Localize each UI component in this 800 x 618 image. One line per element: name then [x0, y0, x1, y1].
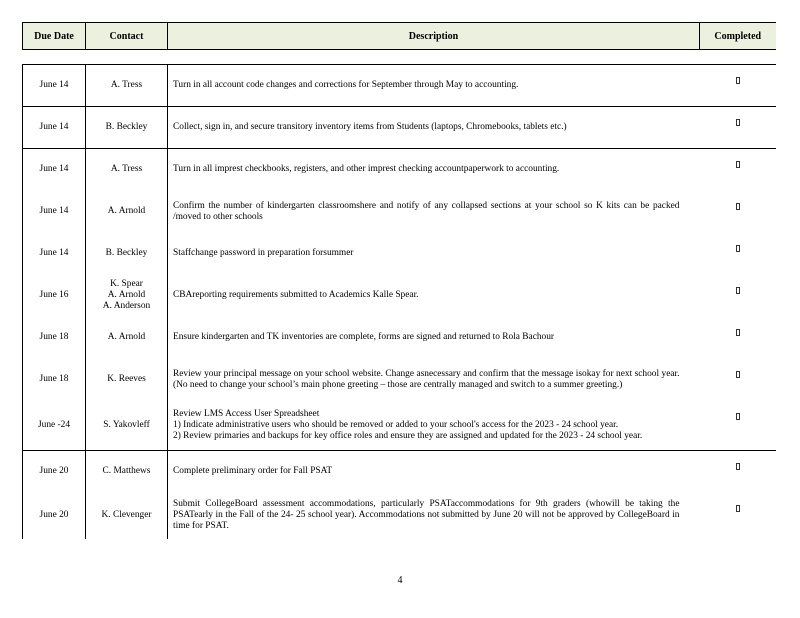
- description-cell: [168, 451, 700, 493]
- checkbox-icon[interactable]: [736, 371, 740, 378]
- due-date-cell: June 14: [23, 65, 86, 107]
- contact-cell: [86, 275, 168, 317]
- description-text: Review your principal message on your school website. Change asnecessary and confirm that the message isokay for next school year. (No need to change your school’s main phone greeting – those are centrally managed and switch to a summer greeting.): [173, 368, 680, 390]
- checkbox-icon[interactable]: [736, 287, 740, 294]
- due-date-cell: June 20: [23, 451, 86, 493]
- page-number: 4: [397, 575, 403, 586]
- due-date-cell: June 14: [23, 191, 86, 233]
- completed-cell: [700, 359, 776, 401]
- description-cell: [168, 401, 700, 451]
- table-row: [23, 451, 776, 493]
- table-row: [23, 65, 776, 107]
- table-row: [23, 191, 776, 233]
- contact-name: A. Anderson: [102, 301, 151, 311]
- contact-name: K. Reeves: [107, 374, 146, 384]
- table-row: [23, 107, 776, 149]
- completed-cell: [700, 65, 776, 107]
- due-date-cell: June 20: [23, 493, 86, 539]
- description-text: CBAreporting requirements submitted to Academics Kalle Spear.: [173, 290, 419, 300]
- contact-cell: [86, 401, 168, 451]
- table-row: [23, 149, 776, 191]
- contact-name: B. Beckley: [105, 248, 148, 258]
- description-text: Turn in all imprest checkbooks, registers, and other imprest checking accountpaperwork to accounting.: [173, 164, 560, 175]
- contact-cell: [86, 493, 168, 539]
- description-text: Confirm the number of kindergarten classroomshere and notify of any collapsed sections at your school so K kits can be packed /moved to other schools: [173, 200, 680, 222]
- completed-cell: [700, 149, 776, 191]
- description-text: Collect, sign in, and secure transitory inventory items from Students (laptops, Chromebooks, tablets etc.): [173, 122, 567, 132]
- completed-cell: [700, 493, 776, 539]
- contact-name: A. Tress: [110, 80, 143, 90]
- contact-name: A. Arnold: [107, 332, 146, 342]
- description-text: Ensure kindergarten and TK inventories are complete, forms are signed and returned to Rola Bachour: [173, 332, 555, 342]
- description-cell: [168, 149, 700, 191]
- completed-cell: [700, 317, 776, 359]
- description-header: Description: [168, 23, 700, 50]
- contact-cell: [86, 233, 168, 275]
- tasks-table: [22, 64, 776, 539]
- due-date-cell: June 18: [23, 317, 86, 359]
- checkbox-icon[interactable]: [736, 463, 740, 470]
- table-row: [23, 233, 776, 275]
- contact-name: K. Spear: [110, 279, 143, 289]
- completed-cell: [700, 191, 776, 233]
- contact-name: B. Beckley: [105, 122, 148, 132]
- due-date-cell: June 18: [23, 359, 86, 401]
- contact-header: Contact: [86, 23, 168, 50]
- description-cell: [168, 233, 700, 275]
- header-row: [23, 23, 776, 50]
- description-cell: [168, 191, 700, 233]
- completed-cell: [700, 451, 776, 493]
- contact-name: K. Clevenger: [101, 510, 152, 520]
- table-row: [23, 275, 776, 317]
- checkbox-icon[interactable]: [736, 161, 740, 168]
- contact-cell: [86, 107, 168, 149]
- table-row: [23, 359, 776, 401]
- checkbox-icon[interactable]: [736, 505, 740, 512]
- description-text: Submit CollegeBoard assessment accommodations, particularly PSATaccommodations for 9th graders (whowill be taking the PSATearly in the Fall of the 24- 25 school year). Accommodations not submitted by June 20 will not be approved by CollegeBoard in time for PSAT.: [173, 499, 680, 531]
- contact-name: A. Arnold: [107, 206, 146, 216]
- checkbox-icon[interactable]: [736, 245, 740, 252]
- table-row: [23, 401, 776, 451]
- description-cell: [168, 275, 700, 317]
- description-text: Complete preliminary order for Fall PSAT: [173, 466, 333, 477]
- description-text: Staffchange password in preparation forsummer: [173, 248, 354, 258]
- completed-cell: [700, 275, 776, 317]
- description-text: 1) Indicate administrative users who should be removed or added to your school's access for the 2023 - 24 school year.: [173, 419, 619, 430]
- checkbox-icon[interactable]: [736, 329, 740, 336]
- contact-cell: [86, 317, 168, 359]
- description-cell: [168, 107, 700, 149]
- contact-cell: [86, 191, 168, 233]
- contact-name: S. Yakovleff: [103, 419, 150, 430]
- tasks-table-body: [23, 65, 776, 539]
- contact-name: C. Matthews: [102, 466, 151, 477]
- contact-name: A. Tress: [110, 164, 143, 175]
- contact-name: A. Arnold: [107, 290, 146, 300]
- due-date-cell: June 14: [23, 233, 86, 275]
- description-cell: [168, 65, 700, 107]
- checkbox-icon[interactable]: [736, 203, 740, 210]
- checkbox-icon[interactable]: [736, 413, 740, 420]
- description-text: Review LMS Access User Spreadsheet: [173, 408, 320, 419]
- description-text: 2) Review primaries and backups for key office roles and ensure they are assigned and updated for the 2023 - 24 school year.: [173, 430, 643, 441]
- contact-cell: [86, 149, 168, 191]
- due-date-cell: June 14: [23, 149, 86, 191]
- completed-cell: [700, 233, 776, 275]
- table-row: [23, 493, 776, 539]
- description-cell: [168, 359, 700, 401]
- contact-cell: [86, 451, 168, 493]
- checkbox-icon[interactable]: [736, 77, 740, 84]
- due-date-cell: June 16: [23, 275, 86, 317]
- tasks-table-header: [22, 22, 776, 50]
- description-cell: [168, 493, 700, 539]
- contact-cell: [86, 359, 168, 401]
- completed-header: Completed: [700, 23, 776, 50]
- due-date-header: Due Date: [23, 23, 86, 50]
- description-cell: [168, 317, 700, 359]
- due-date-cell: June 14: [23, 107, 86, 149]
- completed-cell: [700, 401, 776, 451]
- description-text: Turn in all account code changes and corrections for September through May to accounting.: [173, 80, 519, 90]
- completed-cell: [700, 107, 776, 149]
- contact-cell: [86, 65, 168, 107]
- due-date-cell: June -24: [23, 401, 86, 451]
- table-row: [23, 317, 776, 359]
- checkbox-icon[interactable]: [736, 119, 740, 126]
